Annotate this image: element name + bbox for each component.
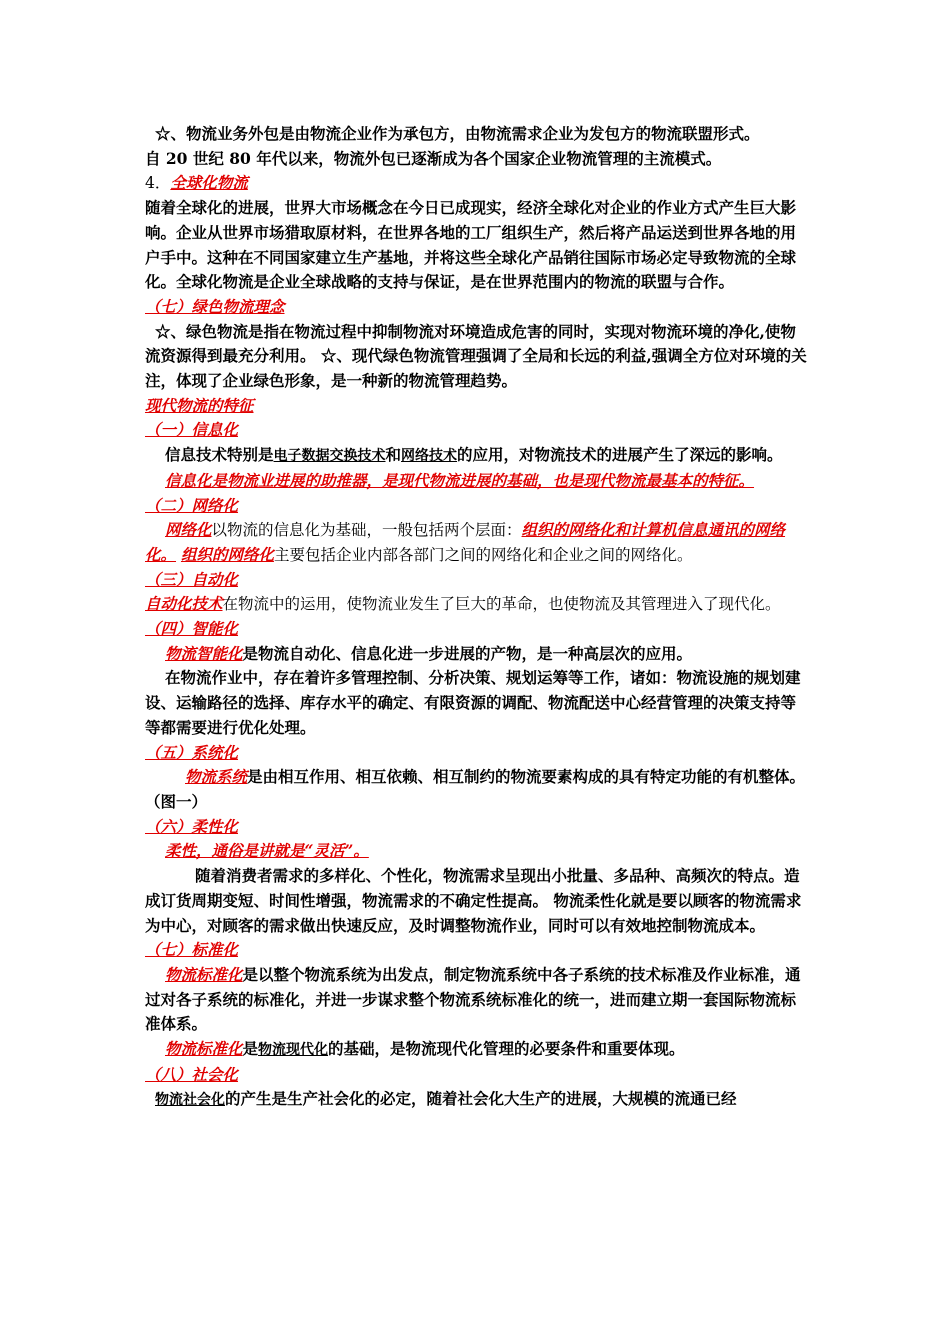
flexible-paragraph: 随着消费者需求的多样化、个性化，物流需求呈现出小批量、多品种、高频次的特点。造成订货周期变短、时间性增强，物流需求的不确定性提高。 物流柔性化就是要以顾客的物流需求为中心，对顾客的需求做出快速反应，及时调整物流作业，同时可以有效地控制物流成本。 [145,866,802,935]
flexible-heading: （六）柔性化 [145,816,239,836]
system-term: 物流系统 [185,767,248,787]
org-network-term: 组织的网络化 [180,544,274,564]
green-heading: （七）绿色物流理念 [145,296,285,316]
system-paragraph [145,765,810,814]
standard-paragraph-1 [145,963,810,1037]
standard-text-mid: 是 [242,1039,259,1059]
outsourcing-line-1: ☆、物流业务外包是由物流企业作为承包方，由物流需求企业为发包方的物流联盟形式。 [155,124,760,143]
globalization-title: 全球化物流 [170,173,248,193]
automation-term: 自动化技术 [145,594,223,614]
automation-paragraph [145,592,810,617]
features-title: 现代物流的特征 [145,395,254,415]
intelligent-paragraph-1 [145,642,810,667]
intelligent-term: 物流智能化 [165,643,243,663]
standard-text-post: 的基础，是物流现代化管理的必要条件和重要体现。 [328,1039,685,1059]
standard-term-2: 物流标准化 [165,1039,243,1059]
system-text: 是由相互作用、相互依赖、相互制约的物流要素构成的具有特定功能的有机整体。（图一） [145,767,806,811]
outsourcing-line-2: 自 20 世纪 80 年代以来，物流外包已逐渐成为各个国家企业物流管理的主流模式。 [145,148,722,168]
globalization-body: 随着全球化的进展，世界大市场概念在今日已成现实，经济全球化对企业的作业方式产生巨大影响。企业从世界市场猎取原材料，在世界各地的工厂组织生产，然后将产品运送到世界各地的用户手中。这种在不同国家建立生产基地，并将这些全球化产品销往国际市场必定导致物流的全球化。全球化物流是企业全球战略的支持与保证，是在世界范围内的物流的联盟与合作。 [145,198,797,292]
network-text-mid: 以物流的信息化为基础，一般包括两个层面： [211,521,522,540]
intelligent-text: 是物流自动化、信息化进一步进展的产物，是一种高层次的应用。 [242,643,693,663]
standard-text: 是以整个物流系统为出发点，制定物流系统中各子系统的技术标准及作业标准，通过对各子系统的标准化，并进一步谋求整个物流系统标准化的统一，进而建立期一套国际物流标准体系。 [145,964,801,1034]
social-heading: （八）社会化 [145,1064,239,1084]
system-heading: （五）系统化 [145,742,239,762]
flexible-subheading: 柔性，通俗是讲就是“灵活”。 [165,841,369,861]
info-heading: （一）信息化 [145,420,239,440]
automation-text: 在物流中的运用，使物流业发生了巨大的革命，也使物流及其管理进入了现代化。 [222,595,781,614]
network-paragraph [145,518,810,567]
standard-paragraph-2 [145,1037,810,1063]
automation-heading: （三）自动化 [145,569,239,589]
intelligent-heading: （四）智能化 [145,619,239,639]
social-paragraph [145,1087,810,1113]
standard-term: 物流标准化 [165,964,243,984]
green-body: ☆、绿色物流是指在物流过程中抑制物流对环境造成危害的同时，实现对物流环境的净化,使物流资源得到最充分利用。 ☆、现代绿色物流管理强调了全局和长远的利益,强调全方位对环境的关注，体现了企业绿色形象，是一种新的物流管理趋势。 [145,321,807,391]
info-text-mid: 和 [385,445,402,465]
globalization-heading [145,171,810,196]
info-paragraph-2: 信息化是物流业进展的助推器，是现代物流进展的基础，也是现代物流最基本的特征。 [165,470,755,490]
edi-term: 电子数据交换技术 [273,448,386,465]
info-text-pre: 信息技术特别是 [165,445,274,465]
info-paragraph-1 [145,443,810,469]
intelligent-paragraph-2: 在物流作业中，存在着许多管理控制、分析决策、规划运筹等工作，诸如：物流设施的规划建设、运输路径的选择、库存水平的确定、有限资源的调配、物流配送中心经营管理的决策支持等等都需要进行优化处理。 [145,668,801,737]
standard-heading: （七）标准化 [145,940,239,960]
network-red-phrase: 组织的网络化和计算机信息通讯的网络化。 [145,520,786,564]
network-term: 网络化 [165,520,212,540]
modernization-term: 物流现代化 [258,1042,329,1059]
document-page [145,122,810,1113]
social-term: 物流社会化 [155,1092,225,1109]
network-tech-term: 网络技术 [401,448,458,465]
network-heading: （二）网络化 [145,495,239,515]
info-text-post: 的应用，对物流技术的进展产生了深远的影响。 [457,445,783,465]
globalization-number: 4． [145,174,171,193]
social-text: 的产生是生产社会化的必定，随着社会化大生产的进展，大规模的流通已经 [225,1089,737,1109]
network-text-post: 主要包括企业内部各部门之间的网络化和企业之间的网络化。 [273,545,693,564]
